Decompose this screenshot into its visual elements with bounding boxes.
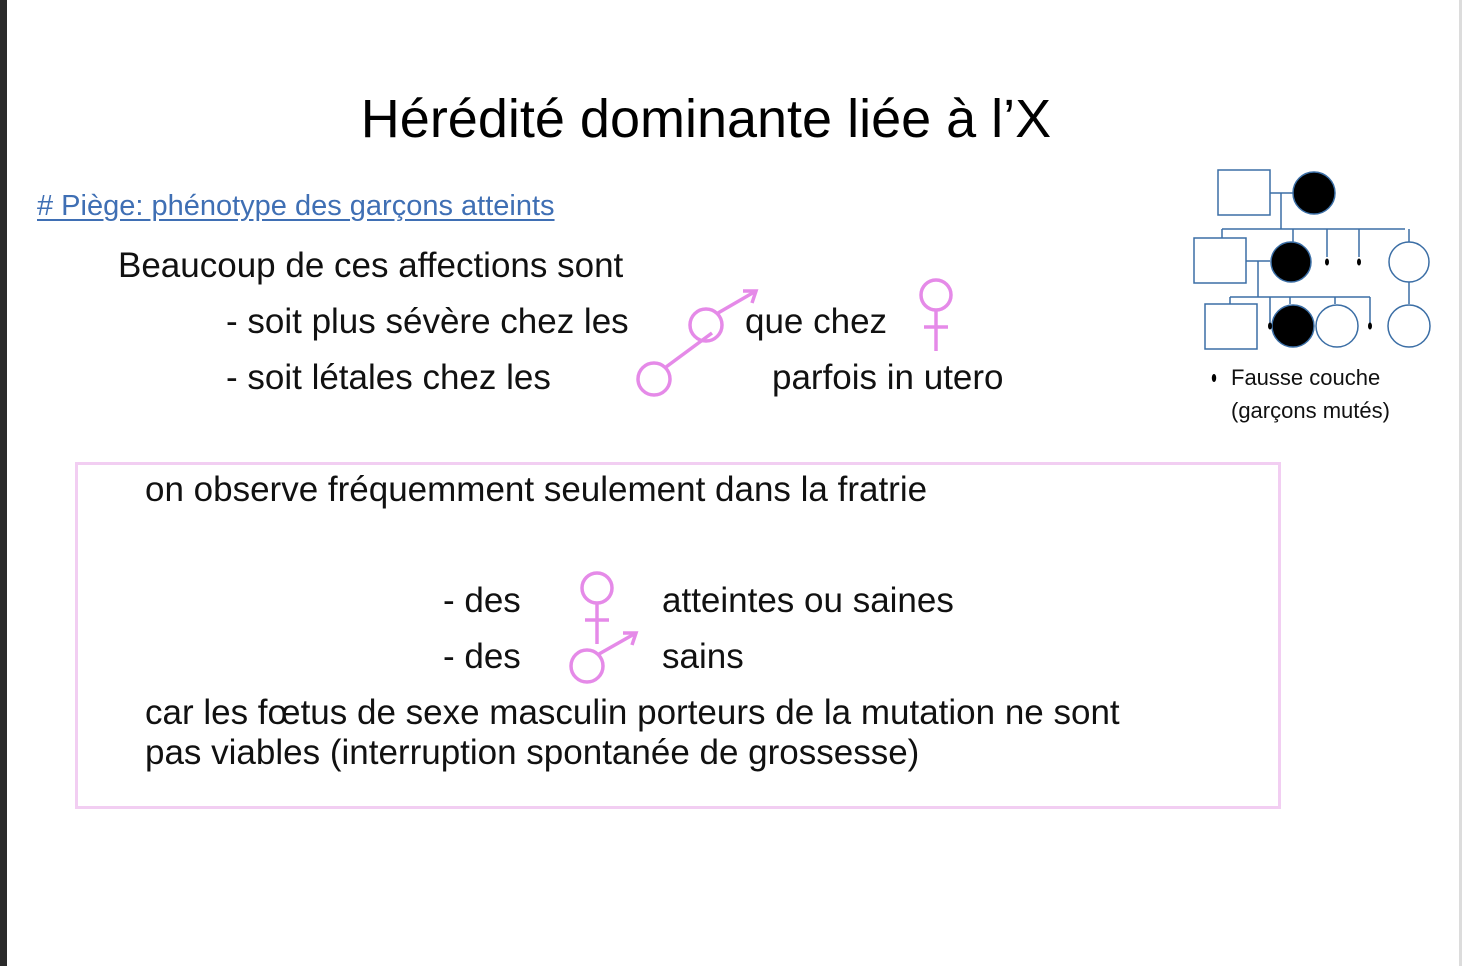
box-line1: on observe fréquemment seulement dans la fratrie [145,470,928,509]
des-males-label: - des [443,637,521,676]
pedigree-diagram [1190,165,1440,355]
line2-suffix: parfois in utero [772,358,1004,397]
intro-text: Beaucoup de ces affections sont [118,246,624,285]
box-car-line1: car les fœtus de sexe masculin porteurs de la mutation ne sont [145,693,1120,732]
line1-text: - soit plus sévère chez les [226,302,629,341]
line1-suffix: que chez [745,302,888,341]
trap-heading: # Piège: phénotype des garçons atteints [37,190,555,222]
slide-title: Hérédité dominante liée à l’X [360,89,1052,149]
box-car-line2: pas viables (interruption spontanée de grossesse) [145,733,920,772]
line2-text: - soit létales chez les [226,358,551,397]
male-symbol-icon [632,330,722,400]
female-symbol-icon [912,277,960,353]
miscarriage-dot-icon [1210,372,1218,384]
des-females-label: - des [443,581,521,620]
des-males-suffix: sains [662,637,744,676]
legend-line2: (garçons mutés) [1231,398,1390,423]
des-females-suffix: atteintes ou saines [662,581,954,620]
male-symbol-icon [566,630,642,690]
legend-line1: Fausse couche [1231,365,1381,390]
